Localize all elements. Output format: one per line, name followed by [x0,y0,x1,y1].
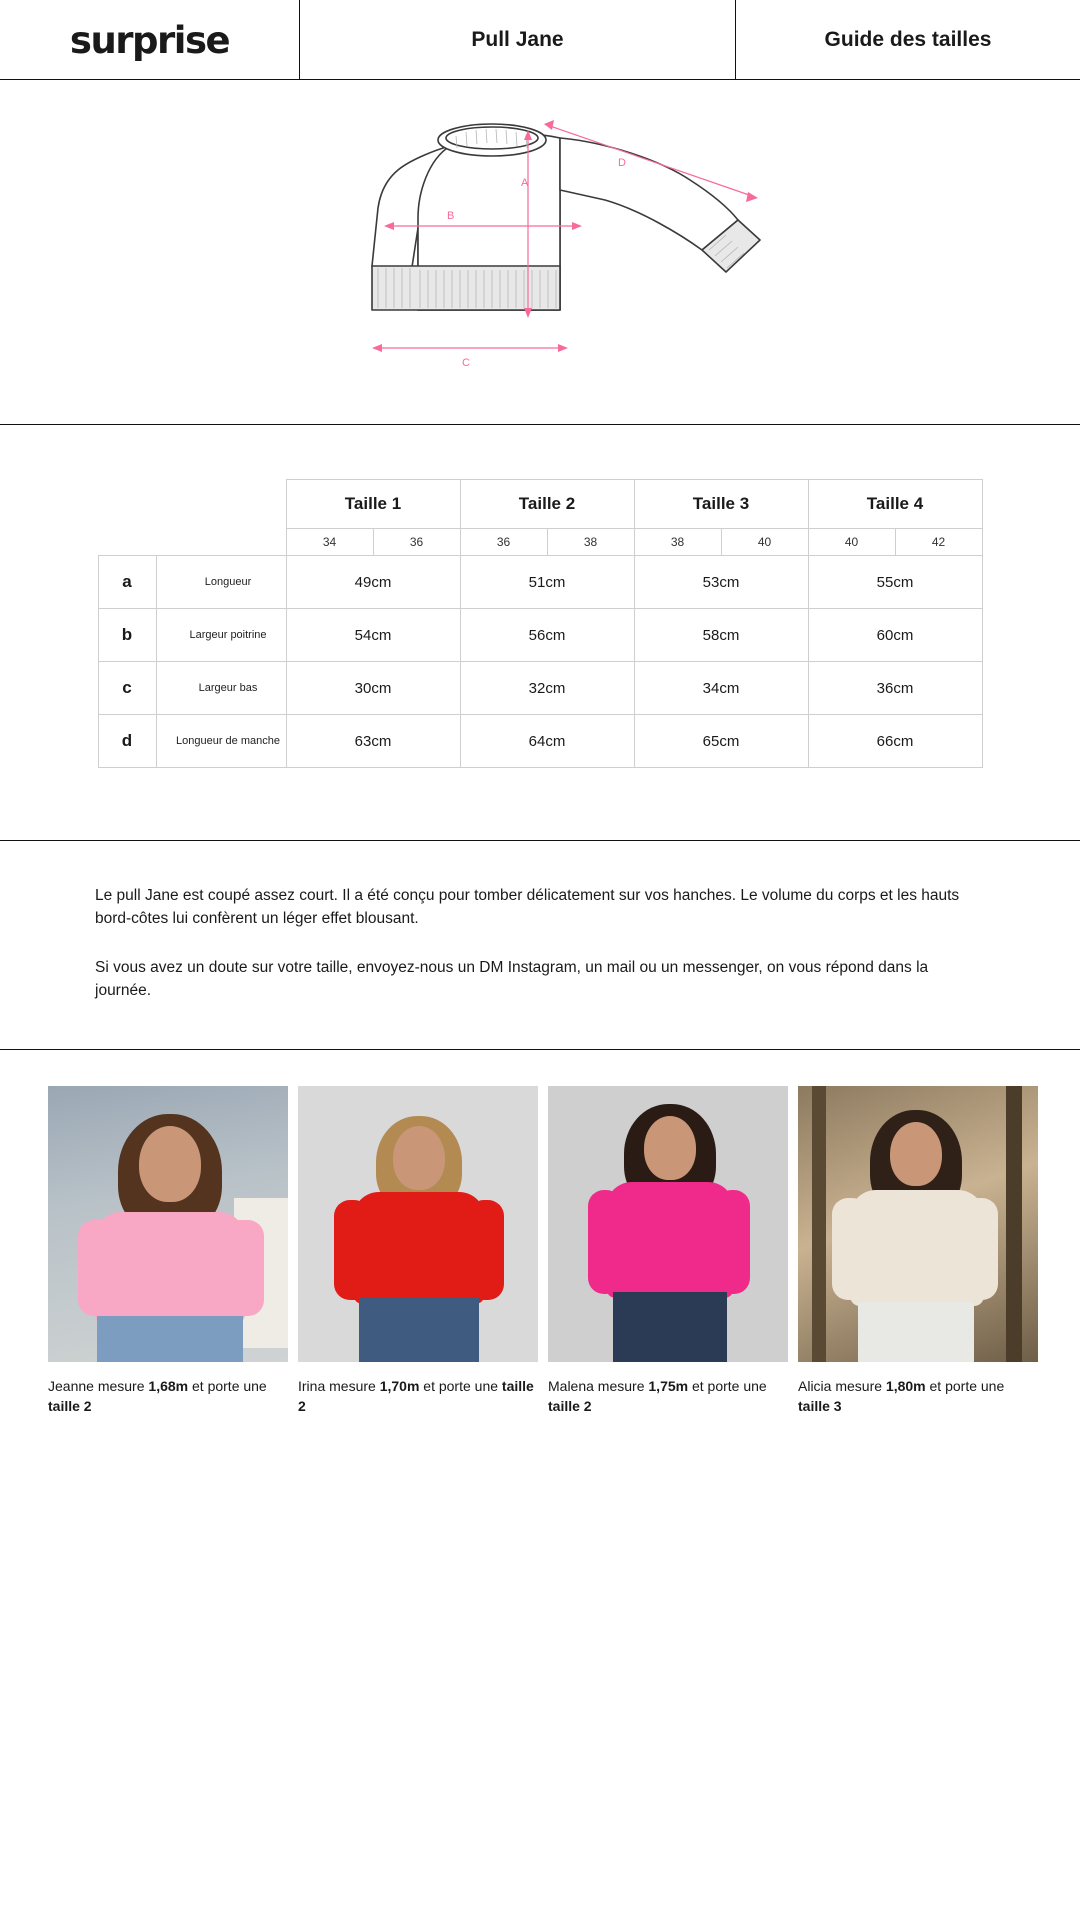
row-label-b: Largeur poitrine [156,609,286,662]
row-c-value-4: 36cm [808,662,982,715]
size-table-header-row [98,480,982,529]
model-head [139,1126,201,1202]
model-card-alicia [798,1086,1038,1417]
sub-size-4a: 40 [808,529,895,556]
sweater-schematic [0,80,1080,425]
table-row [98,609,982,662]
caption-mid: et porte une [688,1377,767,1394]
caption-mid: et porte une [419,1377,502,1394]
caption-size: taille 2 [548,1398,592,1415]
size-guide-title-text: Guide des tailles [824,28,992,51]
size-table-subheader-row [98,529,982,556]
model-head [393,1126,445,1190]
row-b-value-1: 54cm [286,609,460,662]
model-photo-malena[interactable] [548,1086,788,1362]
description-paragraph-1: Le pull Jane est coupé assez court. Il a été conçu pour tomber délicatement sur vos hanches. Le volume du corps et les hauts bord-côtes lui confèrent un léger effet blousant. [95,887,960,927]
sweater-diagram-svg [260,98,820,398]
row-label-a: Longueur [156,556,286,609]
sub-size-3a: 38 [634,529,721,556]
corner-blank-letter [98,480,156,529]
corner-blank-label [156,480,286,529]
caption-height: 1,70m [379,1377,420,1394]
size-header-4: Taille 4 [808,480,982,529]
row-label-c: Largeur bas [156,662,286,715]
table-row [98,556,982,609]
sub-size-2a: 36 [460,529,547,556]
caption-mid: et porte une [925,1377,1005,1394]
size-header-1: Taille 1 [286,480,460,529]
model-caption-alicia [798,1376,1038,1417]
row-letter-c: c [98,662,156,715]
model-figure [48,1086,288,1362]
row-c-value-1: 30cm [286,662,460,715]
sub-size-2b: 38 [547,529,634,556]
row-label-d: Longueur de manche [156,715,286,768]
model-head [890,1122,942,1186]
model-head [644,1116,696,1180]
row-letter-d: d [98,715,156,768]
size-table-section [0,425,1080,841]
sub-size-4b: 42 [895,529,982,556]
size-table [98,479,983,768]
brand-name: surprise [69,18,230,62]
model-sweater [95,1212,245,1324]
caption-height: 1,75m [648,1377,689,1394]
model-jeans [858,1302,974,1362]
model-jeans [613,1292,727,1362]
model-figure [798,1086,1038,1362]
row-a-value-3: 53cm [634,556,808,609]
row-a-value-2: 51cm [460,556,634,609]
corner-blank-label-2 [156,529,286,556]
row-d-value-1: 63cm [286,715,460,768]
model-jeans [97,1316,243,1362]
caption-size: taille 3 [798,1398,842,1415]
model-card-malena [548,1086,788,1417]
row-b-value-3: 58cm [634,609,808,662]
model-figure [298,1086,538,1362]
row-d-value-3: 65cm [634,715,808,768]
description-paragraph-2: Si vous avez un doute sur votre taille, envoyez-nous un DM Instagram, un mail ou un messenger, on vous répond dans la journée. [95,958,929,999]
sub-size-3b: 40 [721,529,808,556]
row-c-value-2: 32cm [460,662,634,715]
model-gallery [0,1050,1080,1477]
model-photo-jeanne[interactable] [48,1086,288,1362]
model-caption-irina [298,1376,538,1417]
row-a-value-1: 49cm [286,556,460,609]
schematic-label-d: D [618,157,626,169]
table-row [98,715,982,768]
caption-size: taille 2 [298,1377,534,1415]
model-jeans [359,1298,479,1362]
corner-blank-letter-2 [98,529,156,556]
row-d-value-2: 64cm [460,715,634,768]
caption-height: 1,68m [148,1377,189,1394]
brand-logo[interactable] [0,0,300,80]
row-b-value-2: 56cm [460,609,634,662]
model-caption-jeanne [48,1376,288,1417]
model-sweater [353,1192,485,1304]
size-guide-title [736,0,1080,80]
model-card-jeanne [48,1086,288,1417]
caption-size: taille 2 [48,1398,92,1415]
schematic-label-b: B [447,210,455,222]
row-letter-b: b [98,609,156,662]
row-a-value-4: 55cm [808,556,982,609]
page-header [0,0,1080,80]
caption-pre: Alicia mesure [798,1377,886,1394]
product-title [300,0,736,80]
model-caption-malena [548,1376,788,1417]
schematic-label-a: A [521,177,529,189]
caption-pre: Irina mesure [298,1377,380,1394]
row-c-value-3: 34cm [634,662,808,715]
row-d-value-4: 66cm [808,715,982,768]
caption-height: 1,80m [885,1377,926,1394]
row-letter-a: a [98,556,156,609]
caption-pre: Malena mesure [548,1377,649,1394]
model-sweater [606,1182,734,1298]
row-b-value-4: 60cm [808,609,982,662]
model-card-irina [298,1086,538,1417]
table-row [98,662,982,715]
sub-size-1a: 34 [286,529,373,556]
model-photo-irina[interactable] [298,1086,538,1362]
schematic-label-c: C [462,357,470,369]
model-photo-alicia[interactable] [798,1086,1038,1362]
model-sweater [850,1190,984,1306]
size-header-2: Taille 2 [460,480,634,529]
size-header-3: Taille 3 [634,480,808,529]
description-section [0,841,1080,1050]
caption-mid: et porte une [188,1377,267,1394]
caption-pre: Jeanne mesure [48,1377,149,1394]
sub-size-1b: 36 [373,529,460,556]
model-figure [548,1086,788,1362]
product-title-text: Pull Jane [471,28,564,51]
